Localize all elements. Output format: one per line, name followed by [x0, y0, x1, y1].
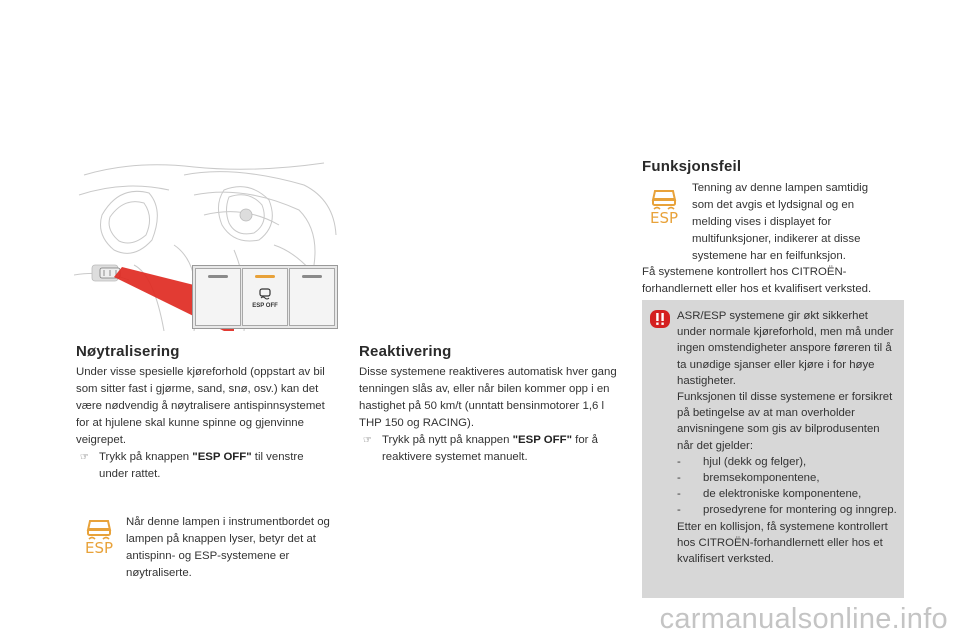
neutralization-instruction — [76, 449, 328, 483]
skid-car-icon — [258, 287, 272, 301]
neutralization-body: Under visse spesielle kjøreforhold (oppstart av bil som sitter fast i gjørme, sand, snø, osv.) kan det være nødvendig å nøytralisere antispinnsystemet for at hjulene skal kunne spinne og gjenvinne veigrepet. — [76, 366, 325, 446]
malfunction-body: Få systemene kontrollert hos CITROËN-forhandlernett eller hos et kvalifisert verksted. — [642, 266, 872, 295]
esp-warning-icon — [82, 518, 116, 562]
list-item: - de elektroniske komponentene, — [677, 488, 862, 501]
watermark: carmanualsonline.info — [659, 603, 948, 635]
list-item: - hjul (dekk og felger), — [677, 455, 807, 468]
malfunction-lamp-note: Tenning av denne lampen samtidig som det avgis et lydsignal og en melding vises i displayet for multifunksjoner, indikerer at disse systemene har en feilfunksjon. — [692, 182, 869, 262]
dashboard-illustration — [74, 155, 338, 331]
callout-conditions: Funksjonen til disse systemene er forsikret på betingelse av at man overholder anvisningene som gis av bilprodusenten når det gjelder: — [677, 391, 893, 452]
button-panel — [192, 265, 338, 329]
skid-car-icon — [85, 518, 113, 540]
list-item: - prosedyrene for montering og inngrep. — [677, 504, 897, 517]
malfunction-heading: Funksjonsfeil — [642, 158, 742, 175]
button-indicator-lit — [255, 275, 275, 278]
esp-off-label: ESP OFF — [252, 303, 278, 309]
reactivation-heading: Reaktivering — [359, 343, 452, 360]
neutralization-text — [76, 364, 328, 483]
exclamation-icon — [649, 309, 671, 329]
neutralization-lamp-note: Når denne lampen i instrumentbordet og lampen på knappen lyser, betyr det at antispinn- og ESP-systemene er nøytraliserte. — [126, 516, 330, 579]
bullet-arrow-icon: ☞ — [363, 435, 372, 446]
list-item: - bremsekomponentene, — [677, 472, 820, 485]
reactivation-text — [359, 364, 621, 466]
esp-warning-icon — [647, 188, 681, 232]
reactivation-body: Disse systemene reaktiveres automatisk hver gang tenningen slås av, eller når bilen kommer opp i en hastighet på 50 km/t (unntatt bensinmotorer 1,6 l THP 150 og RACING). — [359, 366, 617, 429]
panel-button-left — [195, 268, 241, 326]
callout-text — [677, 308, 899, 567]
instruction-pre: Trykk på knappen — [99, 451, 193, 463]
panel-button-right — [289, 268, 335, 326]
instruction-pre: Trykk på nytt på knappen — [382, 434, 513, 446]
callout-after: Etter en kollisjon, få systemene kontrollert hos CITROËN-forhandlernett eller hos et kvalifisert verksted. — [677, 520, 888, 566]
callout-intro: ASR/ESP systemene gir økt sikkerhet under normale kjøreforhold, men må under ingen omstendigheter anspore føreren til å ta unødige sjanser eller kjøre i for høye hastigheter. — [677, 310, 894, 387]
esp-off-ref: "ESP OFF" — [192, 451, 252, 463]
button-indicator — [302, 275, 322, 278]
esp-off-button — [242, 268, 288, 326]
instruction-post: til venstre under rattet. — [99, 451, 304, 480]
reactivation-instruction — [359, 432, 621, 466]
button-indicator — [208, 275, 228, 278]
instruction-post: for å reaktivere systemet manuelt. — [382, 434, 598, 463]
safety-callout — [642, 300, 904, 598]
bullet-arrow-icon: ☞ — [80, 452, 89, 463]
esp-lamp-label: ESP — [84, 539, 114, 557]
skid-car-icon — [650, 188, 678, 210]
esp-lamp-label: ESP — [649, 209, 679, 227]
esp-off-ref: "ESP OFF" — [512, 434, 572, 446]
neutralization-heading: Nøytralisering — [76, 343, 180, 360]
